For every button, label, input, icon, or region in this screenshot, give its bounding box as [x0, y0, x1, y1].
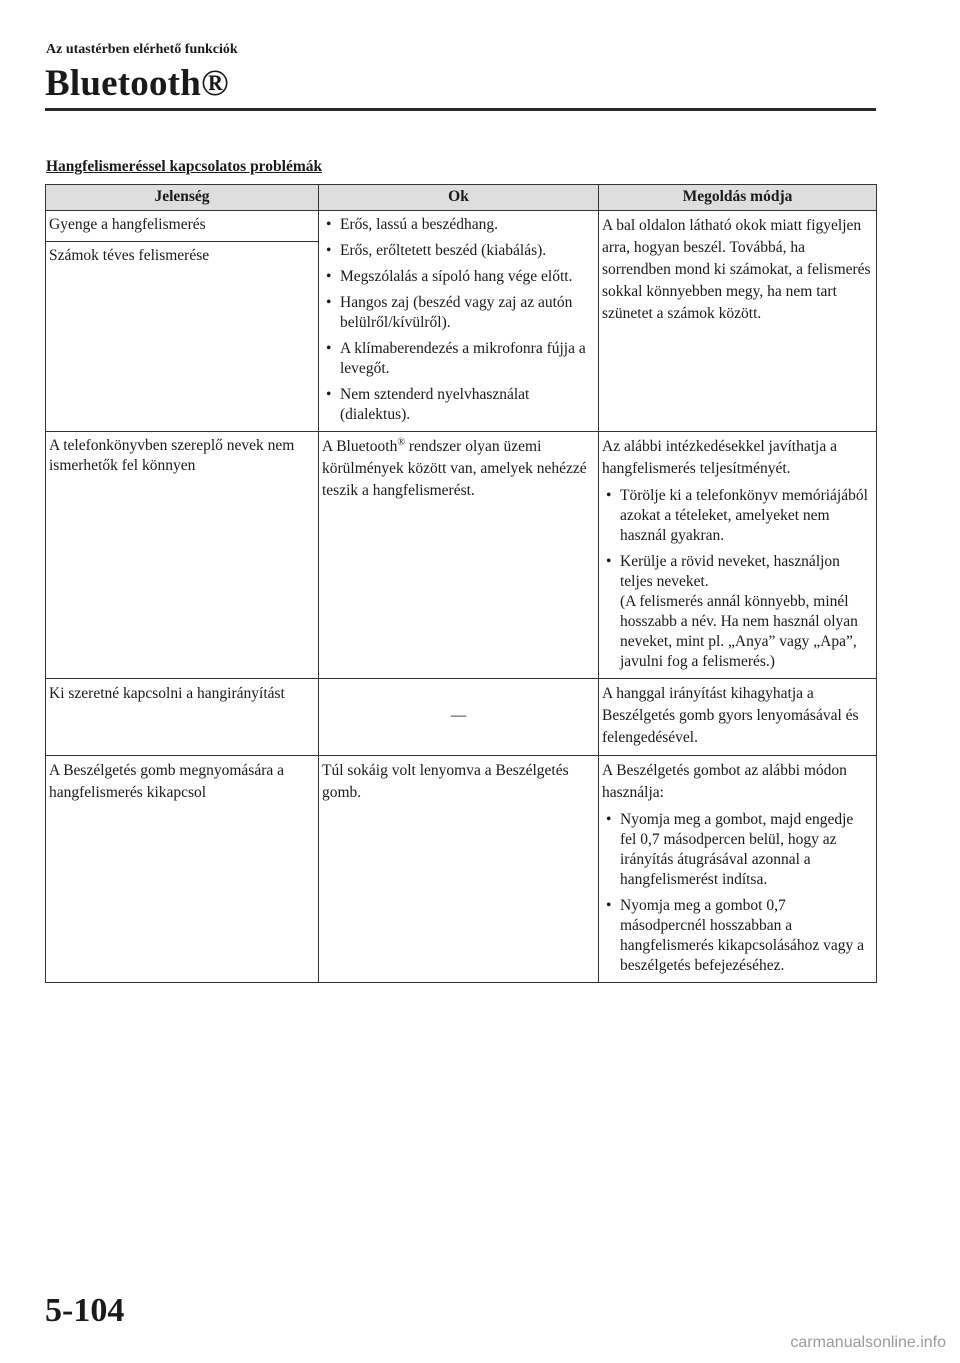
symptom-cell — [46, 432, 319, 679]
list-item: • Törölje ki a telefonkönyv memóriájából azokat a tételeket, amelyeket nem használ gyakran. — [602, 486, 873, 546]
cause-text — [322, 436, 595, 502]
solution-cell — [599, 756, 877, 983]
solution-note: (A felismerés annál könnyebb, minél hosszabb a név. Ha nem használ olyan neveket, mint pl. „Anya” vagy „Apa”, javulni fog a felismerés.) — [620, 593, 858, 670]
cause-cell — [319, 211, 599, 432]
problems-table — [45, 184, 877, 983]
column-header-solution: Megoldás módja — [599, 185, 877, 211]
cause-text-start: A Bluetooth — [322, 438, 398, 455]
registered-mark: ® — [397, 436, 405, 448]
list-item: • Megszólalás a sípoló hang vége előtt. — [322, 267, 595, 287]
list-item: • Hangos zaj (beszéd vagy zaj az autón belülről/kívülről). — [322, 293, 595, 333]
cause-text-end: rendszer olyan üzemi körülmények között van, amelyek nehézzé teszik a hangfelismerést. — [322, 438, 587, 499]
symptom-text: A telefonkönyvben szereplő nevek nem ismerhetők fel könnyen — [49, 437, 295, 474]
watermark: carmanualsonline.info — [790, 1334, 946, 1351]
page-title: Bluetooth® — [45, 63, 229, 104]
cause-cell — [319, 432, 599, 679]
solution-cell — [599, 679, 877, 756]
solution-text: A bal oldalon látható okok miatt figyeljen arra, hogyan beszél. Továbbá, ha sorrendben mond ki számokat, a felismerés sokkal könnyebben megy, ha nem tart szünetet a számok között. — [602, 217, 871, 322]
symptom-text: Gyenge a hangfelismerés — [49, 216, 206, 233]
list-item: • A klímaberendezés a mikrofonra fújja a levegőt. — [322, 339, 595, 379]
table-row — [46, 679, 877, 756]
list-item: • Kerülje a rövid neveket, használjon teljes neveket. — [602, 552, 873, 592]
solution-intro: A Beszélgetés gombot az alábbi módon használja: — [602, 762, 847, 801]
solution-cell — [599, 432, 877, 679]
list-item: • Erős, erőltetett beszéd (kiabálás). — [322, 241, 595, 261]
page-number: 5-104 — [45, 1292, 125, 1329]
section-label: Az utastérben elérhető funkciók — [46, 42, 238, 57]
column-header-symptom: Jelenség — [46, 185, 319, 211]
solution-text: A hanggal irányítást kihagyhatja a Beszélgetés gomb gyors lenyomásával és felengedésével. — [602, 685, 859, 746]
symptom-cell — [46, 756, 319, 983]
title-divider — [45, 108, 876, 111]
column-header-cause: Ok — [319, 185, 599, 211]
symptom-text: Ki szeretné kapcsolni a hangirányítást — [49, 685, 285, 702]
cause-cell — [319, 756, 599, 983]
cause-text: Túl sokáig volt lenyomva a Beszélgetés gomb. — [322, 762, 569, 801]
cause-cell — [319, 679, 599, 756]
list-item: • Nem sztenderd nyelvhasználat (dialektus). — [322, 385, 595, 425]
symptom-text: A Beszélgetés gomb megnyomására a hangfelismerés kikapcsol — [49, 762, 285, 801]
solution-list — [602, 810, 873, 976]
solution-list — [602, 486, 873, 592]
table-row — [46, 211, 877, 432]
table-row — [46, 756, 877, 983]
symptom-cell — [46, 679, 319, 756]
cause-text: — — [450, 707, 467, 724]
solution-cell — [599, 211, 877, 432]
table-heading: Hangfelismeréssel kapcsolatos problémák — [46, 158, 323, 175]
list-item: • Nyomja meg a gombot 0,7 másodpercnél hosszabban a hangfelismerés kikapcsolásához vagy a beszélgetés befejezéséhez. — [602, 896, 873, 976]
list-item: • Erős, lassú a beszédhang. — [322, 215, 595, 235]
list-item: • Nyomja meg a gombot, majd engedje fel 0,7 másodpercen belül, hogy az irányítás átugrásával azonnal a hangfelismerést indítsa. — [602, 810, 873, 890]
table-header-row — [46, 185, 877, 211]
solution-intro: Az alábbi intézkedésekkel javíthatja a hangfelismerés teljesítményét. — [602, 438, 837, 477]
symptom-text: Számok téves felismerése — [46, 241, 318, 272]
table-row — [46, 432, 877, 679]
cause-list — [322, 215, 595, 425]
symptom-cell — [46, 211, 319, 432]
